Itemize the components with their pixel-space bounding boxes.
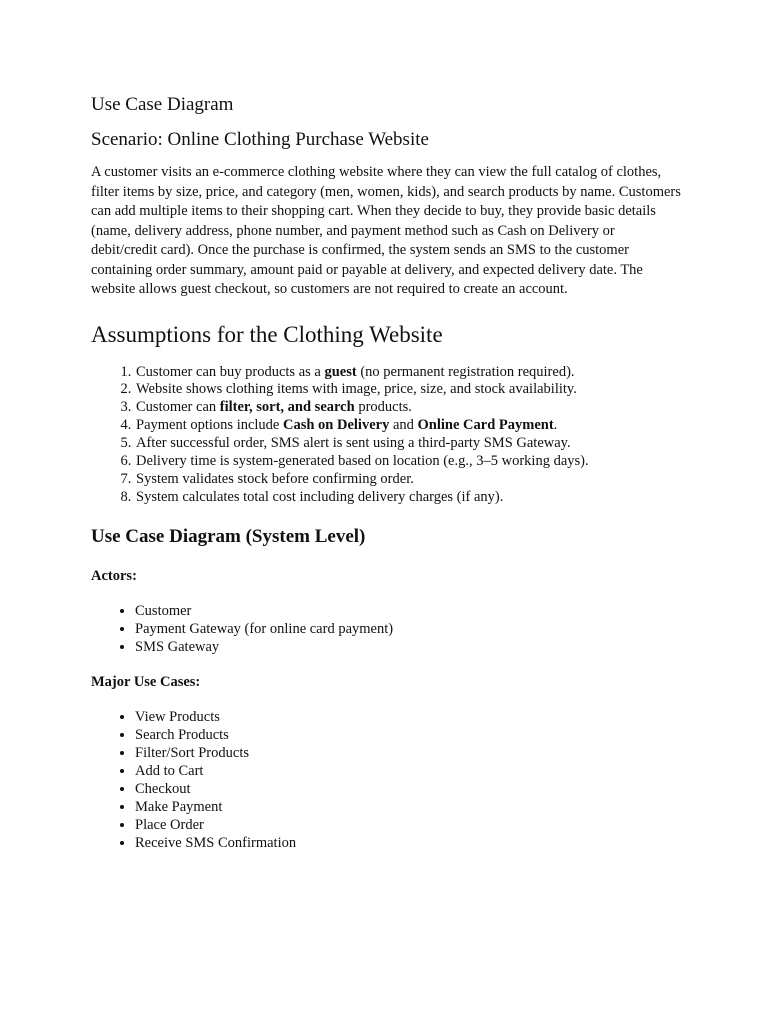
assumption-item: 5. After successful order, SMS alert is sent using a third-party SMS Gateway. — [135, 435, 681, 453]
actors-list — [91, 603, 681, 657]
actors-heading: Actors: — [91, 567, 137, 584]
actor-item: • SMS Gateway — [135, 639, 681, 657]
scenario-heading: Scenario: Online Clothing Purchase Website — [91, 129, 429, 150]
assumption-item: 6. Delivery time is system-generated based on location (e.g., 3–5 working days). — [135, 453, 681, 471]
usecase-item: • Add to Cart — [135, 763, 681, 781]
assumption-item: 2. Website shows clothing items with image, price, size, and stock availability. — [135, 381, 681, 399]
usecase-item: • Place Order — [135, 817, 681, 835]
actor-item: • Payment Gateway (for online card payment) — [135, 621, 681, 639]
assumption-item: 8. System calculates total cost including delivery charges (if any). — [135, 489, 681, 507]
assumption-item: 7. System validates stock before confirming order. — [135, 471, 681, 489]
usecase-item: • Checkout — [135, 781, 681, 799]
document-page — [91, 92, 681, 853]
usecase-item: • Filter/Sort Products — [135, 745, 681, 763]
assumptions-heading: Assumptions for the Clothing Website — [91, 321, 443, 347]
usecase-heading: Use Case Diagram (System Level) — [91, 525, 366, 547]
assumptions-list — [91, 364, 681, 507]
actor-item: • Customer — [135, 603, 681, 621]
major-usecases-heading: Major Use Cases: — [91, 674, 201, 691]
scenario-paragraph: A customer visits an e-commerce clothing website where they can view the full catalog of clothes, filter items by size, price, and category (men, women, kids), and search products by name. Customers can add multiple items to their shopping cart. When they decide to buy, they provide basic details (name, delivery address, phone number, and payment method such as Cash on Delivery or debit/credit card). Once the purchase is confirmed, the system sends an SMS to the customer containing order summary, amount paid or payable at delivery, and expected delivery date. The website allows guest checkout, so customers are not required to create an account. — [91, 164, 681, 297]
usecases-list — [91, 709, 681, 852]
usecase-item: • View Products — [135, 709, 681, 727]
document-title: Use Case Diagram — [91, 94, 234, 115]
usecase-item: • Receive SMS Confirmation — [135, 835, 681, 853]
assumption-item: 4. Payment options include Cash on Delivery and Online Card Payment. — [135, 417, 681, 435]
usecase-item: • Search Products — [135, 727, 681, 745]
assumption-item: 1. Customer can buy products as a guest (no permanent registration required). — [135, 364, 681, 382]
usecase-item: • Make Payment — [135, 799, 681, 817]
assumption-item: 3. Customer can filter, sort, and search products. — [135, 399, 681, 417]
